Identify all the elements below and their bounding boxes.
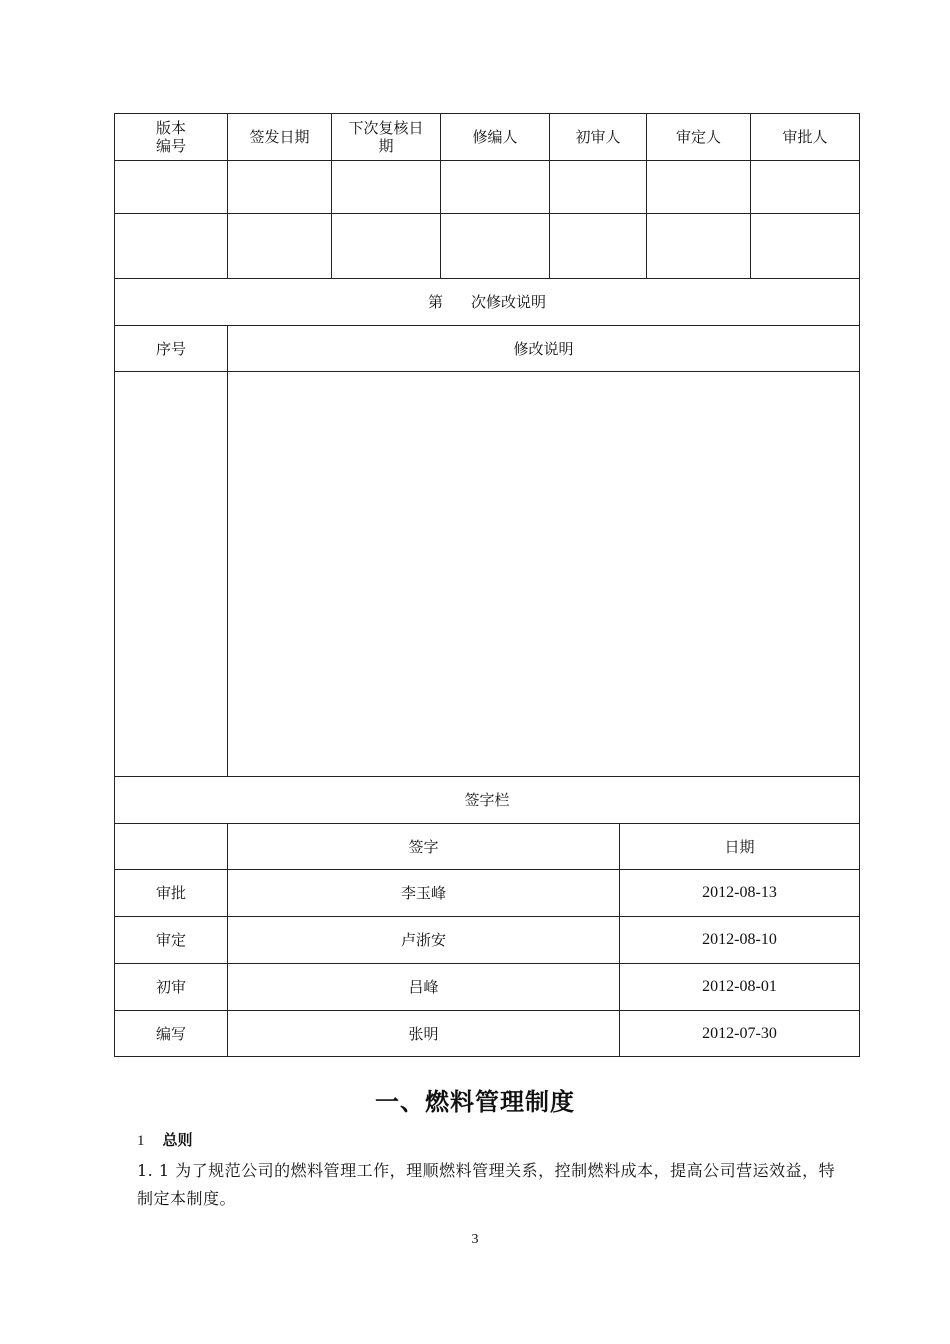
document-title: 一、燃料管理制度 [375,1088,575,1116]
revision-heading-row [115,279,860,326]
editor-header: 修编人 [441,114,550,161]
table-row [115,1011,860,1057]
first-reviewer-header: 初审人 [550,114,647,161]
empty-cell [751,161,860,214]
role-cell: 审批 [115,870,228,917]
sign-header: 签字 [228,824,620,870]
empty-cell [228,161,332,214]
version-no-header: 版本 编号 [115,114,228,161]
empty-cell [550,161,647,214]
empty-cell [115,161,228,214]
empty-cell [332,161,441,214]
final-approver-header: 审批人 [751,114,860,161]
section-number: 1 [137,1133,145,1149]
version-header-row [115,114,860,161]
sign-date: 2012-08-10 [620,917,860,964]
role-cell: 初审 [115,964,228,1011]
signer-name: 张明 [228,1011,620,1057]
signature-heading-row [115,777,860,824]
sign-date: 2012-08-13 [620,870,860,917]
revision-body-row [115,372,860,777]
version-empty-row [115,161,860,214]
empty-cell [647,214,751,279]
empty-cell [550,214,647,279]
table-row [115,917,860,964]
signature-column-row [115,824,860,870]
signer-name: 吕峰 [228,964,620,1011]
section-title: 总则 [162,1131,193,1149]
seq-cell [115,372,228,777]
seq-header: 序号 [115,326,228,372]
revision-desc-header: 修改说明 [228,326,860,372]
empty-cell [441,161,550,214]
table-row [115,964,860,1011]
check-approver-header: 审定人 [647,114,751,161]
empty-cell [647,161,751,214]
version-empty-row [115,214,860,279]
role-header [115,824,228,870]
role-cell: 编写 [115,1011,228,1057]
paragraph-1-1: 1. 1 为了规范公司的燃料管理工作，理顺燃料管理关系，控制燃料成本，提高公司营运效益，特制定本制度。 [137,1161,836,1208]
role-cell: 审定 [115,917,228,964]
page-number: 3 [471,1232,479,1247]
signature-heading: 签字栏 [115,777,860,824]
empty-cell [332,214,441,279]
document-control-table [114,113,860,1057]
date-header: 日期 [620,824,860,870]
empty-cell [441,214,550,279]
signer-name: 卢浙安 [228,917,620,964]
revision-heading: 第 次修改说明 [115,279,860,326]
section-heading [137,1130,193,1150]
issue-date-header: 签发日期 [228,114,332,161]
revision-column-row [115,326,860,372]
empty-cell [115,214,228,279]
sign-date: 2012-08-01 [620,964,860,1011]
sign-date: 2012-07-30 [620,1011,860,1057]
next-review-date-header: 下次复核日 期 [332,114,441,161]
revision-desc-cell [228,372,860,777]
empty-cell [228,214,332,279]
table-row [115,870,860,917]
signer-name: 李玉峰 [228,870,620,917]
empty-cell [751,214,860,279]
